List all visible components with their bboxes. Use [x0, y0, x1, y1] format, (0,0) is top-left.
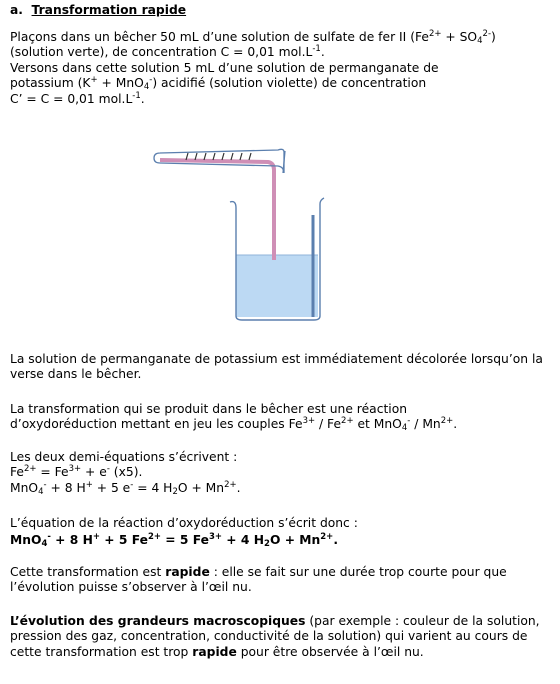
paragraph-rapid — [10, 565, 545, 596]
intro-paragraph — [10, 30, 545, 107]
beaker-illustration — [150, 140, 335, 330]
paragraph-redox — [10, 402, 545, 433]
paragraph-text: Cette transformation est rapide : elle se fait sur une durée trop courte pour que l’évolution puisse s’observer à l’œil nu. — [10, 565, 507, 595]
intro-line: Plaçons dans un bêcher 50 mL d’une solution de sulfate de fer II $(Fe^{2+} + SO_4^{2-})$ — [10, 29, 496, 46]
paragraph-decoloration — [10, 352, 545, 383]
paragraph-line: La transformation qui se produit dans le bêcher est une réaction — [10, 402, 408, 416]
test-tube-graduations — [186, 153, 251, 160]
paragraph-macroscopic — [10, 614, 545, 660]
paragraph-line: d’oxydoréduction mettant en jeu les couples $Fe^{3+} / Fe^{2+}$ et $MnO_4^- / Mn^{2+}$. — [10, 416, 458, 434]
section-heading — [10, 3, 186, 18]
intro-line: Versons dans cette solution 5 mL d’une solution de permanganate de — [10, 60, 439, 75]
intro-line: (solution verte), de concentration C = 0,01 $mol.L^{-1}$. — [10, 44, 325, 60]
intro-line: C’ = C = 0,01 $mol.L^{-1}$. — [10, 90, 145, 106]
section-letter: a. — [10, 3, 23, 17]
global-equation: MnO$_4$- + 8 H+ + 5 $Fe^{2+} = 5$ $Fe^{3+} + 4$ $H_2O + Mn^{2+}$. — [10, 532, 338, 550]
half-equation-iron: $Fe^{2+} = Fe^{3+} + e^-$ (x5). — [10, 464, 143, 480]
section-title: Transformation rapide — [31, 3, 187, 17]
beaker-liquid — [236, 255, 318, 317]
paragraph-global-equation — [10, 516, 545, 549]
paragraph-line: Les deux demi-équations s’écrivent : — [10, 450, 238, 464]
paragraph-text: La solution de permanganate de potassium est immédiatement décolorée lorsqu’on la verse dans le bêcher. — [10, 352, 543, 382]
permanganate-stream — [160, 160, 274, 260]
paragraph-text: L’évolution des grandeurs macroscopiques (par exemple : couleur de la solution, pression des gaz, concentration, conductivité de la solution) qui varient au cours de cette transformation est trop rapide pour être observée à l’œil nu. — [10, 614, 540, 659]
paragraph-line: L’équation de la réaction d’oxydoréduction s’écrit donc : — [10, 516, 358, 530]
paragraph-half-equations — [10, 450, 545, 496]
intro-line: potassium (K+ + MnO$_4$-) acidifié (solution violette) de concentration — [10, 75, 427, 93]
half-equation-permanganate: MnO$_4$- + 8 H+ + 5 e- = 4 $H_2O + Mn^{2+}$. — [10, 479, 241, 497]
